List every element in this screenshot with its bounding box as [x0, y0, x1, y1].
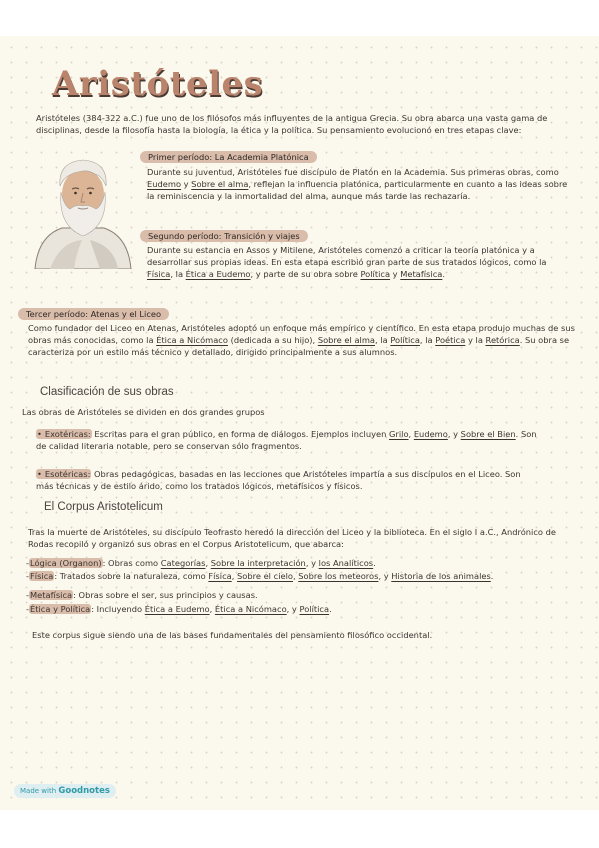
corpus-lead: Tras la muerte de Aristóteles, su discípulo Teofrasto heredó la dirección del Liceo y la biblioteca. En el siglo I a.C., Andrónico de Rodas recopiló y organizó sus obras en el Corpus Aristotelicum, que abarca: — [28, 527, 556, 550]
page-title: Aristóteles — [52, 64, 264, 104]
period3-text: Como fundador del Liceo en Atenas, Aristóteles adoptó un enfoque más empírico y científico. En esta etapa produjo muchas de sus obras más conocidas, como la Ética a Nicómaco (dedicada a su hijo), Sobre el alma, la Política, la Poética y la Retórica. Su obra se caracteriza por un estilo más técnico y detallado, dirigido principalmente a sus alumnos. — [28, 323, 575, 358]
period2-text: Durante su estancia en Assos y Mitilene, Aristóteles comenzó a criticar la teoría platónica y a desarrollar sus propias ideas. En esta etapa escribió gran parte de sus tratados lógicos, como la Física, la Ética a Eudemo, y parte de su obra sobre Política y Metafísica. — [147, 245, 547, 280]
period1-text: Durante su juventud, Aristóteles fue discípulo de Platón en la Academia. Sus primeras obras, como Eudemo y Sobre el alma, reflejan la influencia platónica, particularmente en cuanto a las ideas sobre la reminiscencia y la inmortalidad del alma, aunque más tarde las rechazaría. — [147, 167, 568, 202]
exoteric-item: • Exotéricas: Escritas para el gran público, en forma de diálogos. Ejemplos incluyen Grilo, Eudemo, y Sobre el Bien. Son de calidad literaria notable, pero se conservan sólo fragmentos. — [36, 428, 541, 452]
goodnotes-badge: Made with Goodnotes — [14, 784, 116, 798]
corpus-metafisica: -Metafísica: Obras sobre el ser, sus principios y causas. — [26, 590, 258, 600]
classification-heading: Clasificación de sus obras — [40, 386, 174, 398]
intro-paragraph: Aristóteles (384-322 a.C.) fue uno de los filósofos más influyentes de la antigua Grecia. Su obra abarca una vasta gama de disciplinas, desde la filosofía hasta la biología, la ética y la política. Su pensamiento evolucionó en tres etapas clave: — [36, 113, 548, 136]
corpus-heading: El Corpus Aristotelicum — [44, 501, 163, 513]
period2-label: Segundo período: Transición y viajes — [140, 230, 308, 242]
esoteric-item: • Esotéricas: Obras pedagógicas, basadas en las lecciones que Aristóteles impartía a sus discípulos en el Liceo. Son más técnicas y de estilo árido, como los tratados lógicos, metafísicos y físicos. — [36, 468, 521, 492]
aristotle-portrait-icon — [30, 154, 136, 269]
corpus-etica: -Ética y Política: Incluyendo Ética a Eudemo, Ética a Nicómaco, y Política. — [26, 604, 332, 614]
corpus-logica: -Lógica (Organon): Obras como Categorías, Sobre la interpretación, y los Analíticos. — [26, 558, 376, 568]
period3-label: Tercer período: Atenas y el Liceo — [18, 308, 169, 320]
note-page — [0, 36, 599, 810]
corpus-closing: Este corpus sigue siendo una de las bases fundamentales del pensamiento filosófico occidental. — [32, 630, 433, 640]
period1-label: Primer período: La Academia Platónica — [140, 151, 317, 163]
classification-lead: Las obras de Aristóteles se dividen en dos grandes grupos — [22, 407, 265, 417]
corpus-fisica: -Física: Tratados sobre la naturaleza, como Física, Sobre el cielo, Sobre los meteoros, y Historia de los animales. — [26, 571, 494, 581]
